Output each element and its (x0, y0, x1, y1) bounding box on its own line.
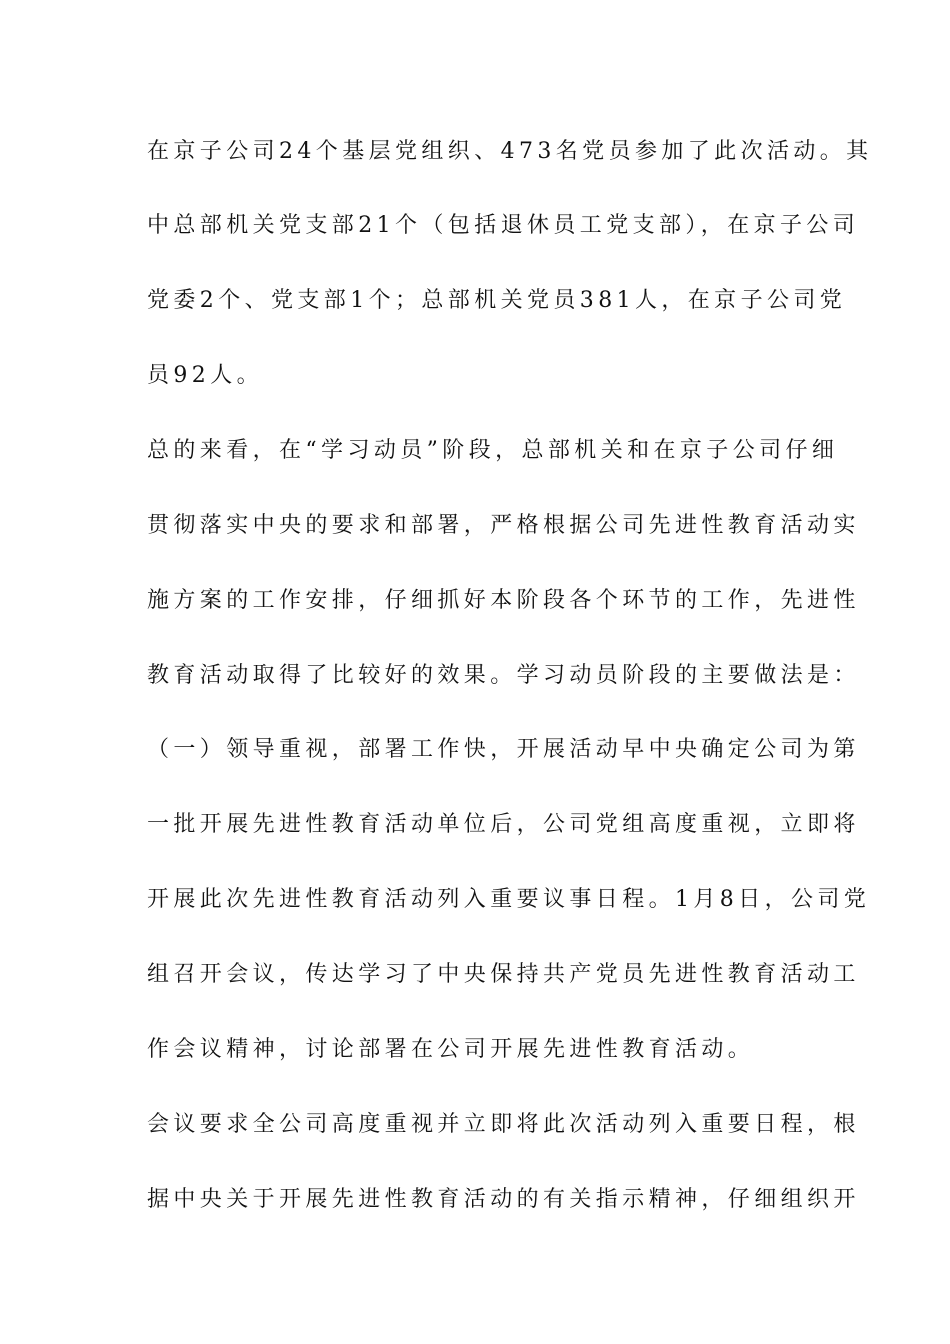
text-line: 据中央关于开展先进性教育活动的有关指示精神，仔细组织开 (147, 1187, 860, 1212)
text-line: 一批开展先进性教育活动单位后，公司党组高度重视，立即将 (147, 812, 860, 837)
text-line: 在京子公司24个基层党组织、473名党员参加了此次活动。其 (147, 139, 873, 164)
text-line: 会议要求全公司高度重视并立即将此次活动列入重要日程，根 (147, 1112, 860, 1137)
text-line: 贯彻落实中央的要求和部署，严格根据公司先进性教育活动实 (147, 513, 860, 538)
text-line: 党委2个、党支部1个；总部机关党员381人，在京子公司党 (147, 288, 847, 313)
text-line: （一）领导重视，部署工作快，开展活动早中央确定公司为第 (147, 737, 860, 762)
text-line: 中总部机关党支部21个（包括退休员工党支部），在京子公司 (147, 213, 860, 238)
text-line: 开展此次先进性教育活动列入重要议事日程。1月8日，公司党 (147, 887, 871, 912)
text-line: 总的来看，在“学习动员”阶段，总部机关和在京子公司仔细 (147, 438, 839, 463)
text-line: 教育活动取得了比较好的效果。学习动员阶段的主要做法是： (147, 663, 860, 688)
text-line: 作会议精神，讨论部署在公司开展先进性教育活动。 (147, 1037, 755, 1062)
text-line: 组召开会议，传达学习了中央保持共产党员先进性教育活动工 (147, 962, 860, 987)
text-line: 员92人。 (147, 363, 263, 388)
text-line: 施方案的工作安排，仔细抓好本阶段各个环节的工作，先进性 (147, 588, 860, 613)
